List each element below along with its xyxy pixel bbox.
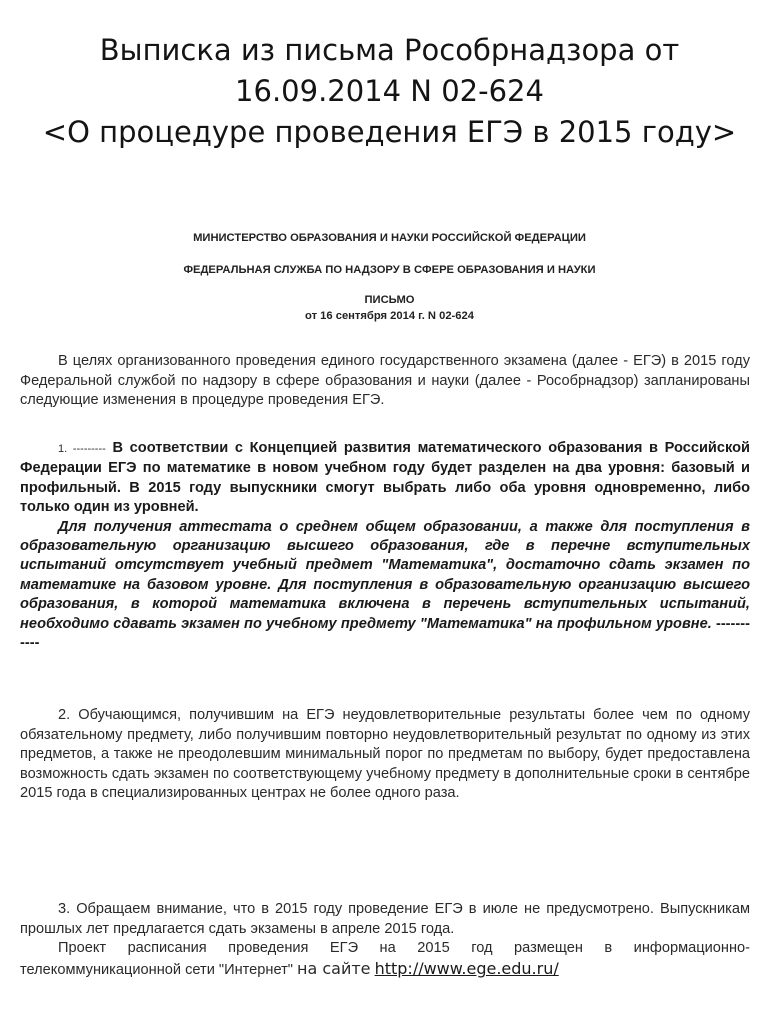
intro-paragraph [20,352,750,411]
item-2-text: 2. Обучающимся, получившим на ЕГЭ неудовлетворительные результаты более чем по одному обязательному предмету, либо получившим повторно неудовлетворительный результат по одному из этих предметов, а также не преодолевшим минимальный порог по предметам по выбору, будет предоставлена возможность сдать экзамен по соответствующему учебному предмету в дополнительные сроки в сентябре 2015 года в специализированных центрах не более одного раза. [20,707,750,802]
item-1-paragraph [20,439,750,653]
title-line-2: 16.09.2014 N 02-624 [235,74,544,108]
document-type: ПИСЬМО [364,294,415,306]
ministry-header: МИНИСТЕРСТВО ОБРАЗОВАНИЯ И НАУКИ РОССИЙСКОЙ ФЕДЕРАЦИИ [193,232,586,244]
item-1-italic-text: Для получения аттестата о среднем общем образовании, а также для поступления в образовательную организацию высшего образования, где в перечне вступительных испытаний отсутствует учебный предмет "Математика", достаточно сдать экзамен по математике на базовом уровне. Для поступления в образовательную организацию высшего образования, в которой математика включена в перечень вступительных испытаний, необходимо сдавать экзамен по учебному предмету "Математика" на профильном уровне. [20,518,750,632]
item-3-schedule: Проект расписания проведения ЕГЭ на 2015 год размещен в информационно-телекоммуникационной сети "Интернет" [20,940,750,978]
item-1-number: 1. --------- [58,443,106,455]
site-prefix: на сайте [297,958,371,978]
intro-text: В целях организованного проведения единого государственного экзамена (далее - ЕГЭ) в 2015 году Федеральной службой по надзору в сфере образования и науки (далее - Рособрнадзор) запланированы следующие изменения в процедуре проведения ЕГЭ. [20,353,750,409]
item-3-text: 3. Обращаем внимание, что в 2015 году проведение ЕГЭ в июле не предусмотрено. Выпускникам прошлых лет предлагается сдать экзамены в апреле 2015 года. [20,901,750,937]
item-1-bold-text: В соответствии с Концепцией развития математического образования в Российской Федерации ЕГЭ по математике в новом учебном году будет разделен на два уровня: базовый и профильный. В 2015 году выпускники смогут выбрать либо оба уровня одновременно, либо только один из уровней. [20,440,750,516]
title-line-1: Выписка из письма Рособрнадзора от [99,33,680,67]
document-date: от 16 сентября 2014 г. N 02-624 [305,310,474,322]
item-3-paragraph [20,900,750,980]
title-line-3: <О процедуре проведения ЕГЭ в 2015 году> [42,115,737,149]
service-header: ФЕДЕРАЛЬНАЯ СЛУЖБА ПО НАДЗОРУ В СФЕРЕ ОБРАЗОВАНИЯ И НАУКИ [183,264,596,276]
item-2-paragraph [20,706,750,804]
document-title [0,30,779,153]
ege-website-link[interactable]: http://www.ege.edu.ru/ [374,958,559,978]
item-1-tail: ----------- [20,615,750,652]
